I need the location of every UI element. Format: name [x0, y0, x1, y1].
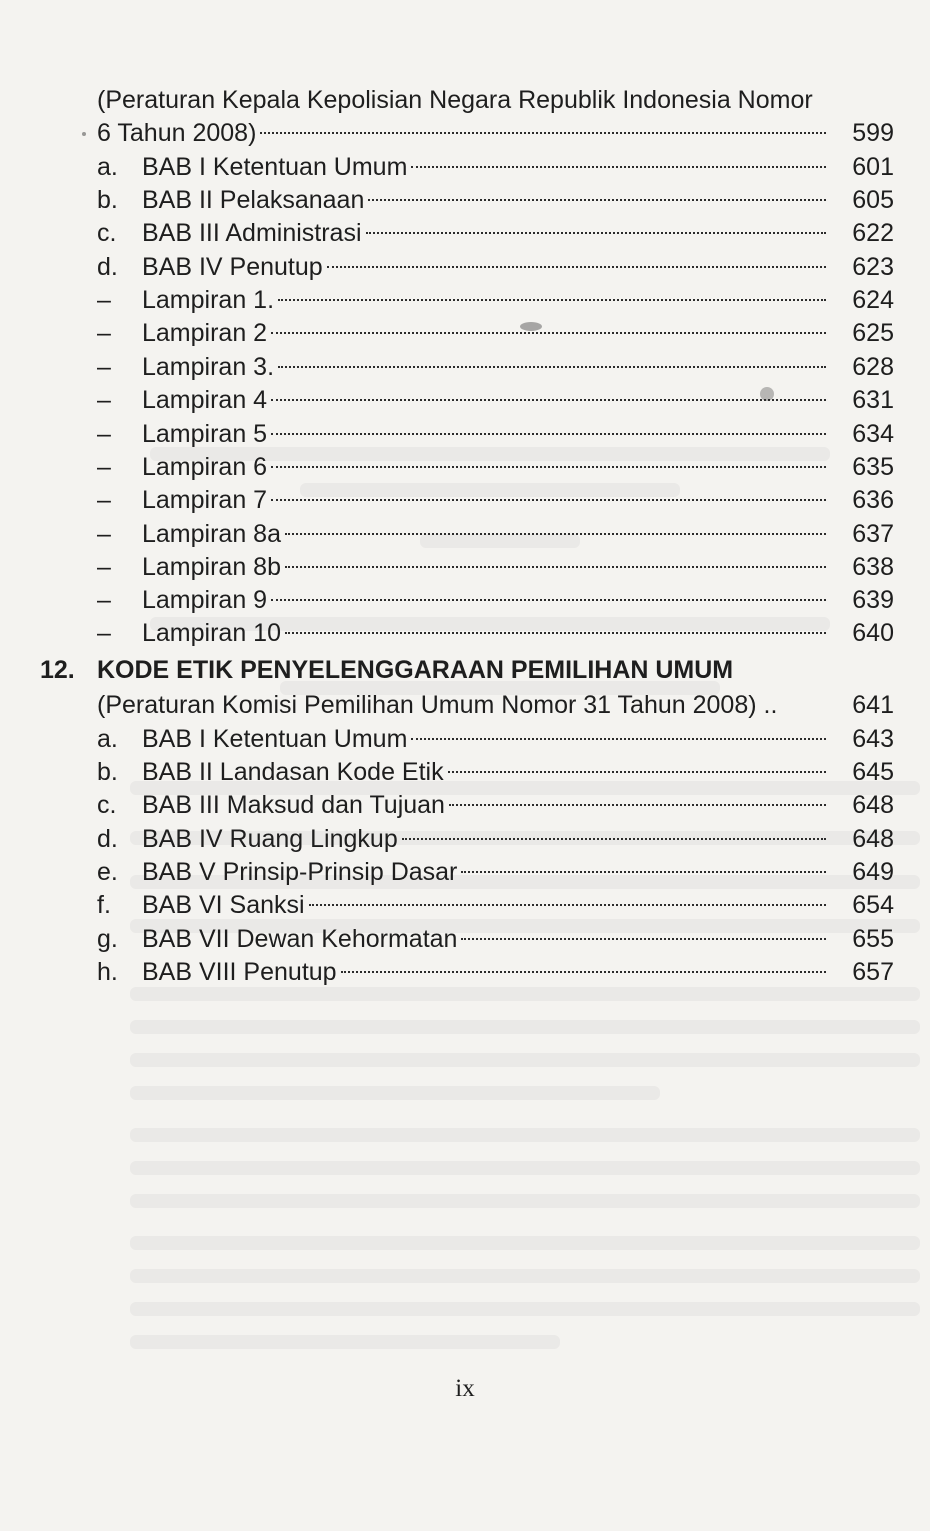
toc-page-number: 645 [852, 758, 894, 786]
toc-entry[interactable] [0, 451, 930, 484]
toc-entry-label: BAB II Pelaksanaan [142, 186, 365, 214]
toc-page-number: 624 [852, 286, 894, 314]
toc-section-heading[interactable] [0, 654, 930, 688]
toc-section-subtitle-label: (Peraturan Komisi Pemilihan Umum Nomor 31 Tahun 2008) .. [97, 691, 778, 719]
toc-entry[interactable] [0, 923, 930, 956]
toc-page-number: 638 [852, 553, 894, 581]
toc-entry[interactable] [0, 317, 930, 350]
toc-entry-label: Lampiran 6 [142, 453, 268, 481]
toc-entry[interactable] [0, 617, 930, 650]
toc-page-number: 640 [852, 619, 894, 647]
toc-entry[interactable] [0, 856, 930, 889]
dot-leader [271, 398, 826, 401]
toc-entry-marker: – [97, 386, 111, 414]
toc-entry[interactable] [0, 351, 930, 384]
toc-entry-marker: c. [97, 791, 117, 819]
toc-entry-marker: – [97, 286, 111, 314]
dot-leader [448, 770, 826, 773]
toc-entry-label: BAB III Administrasi [142, 219, 362, 247]
toc-entry-marker: – [97, 353, 111, 381]
toc-entry-marker: – [97, 553, 111, 581]
dot-leader [461, 870, 826, 873]
dot-leader [366, 231, 826, 234]
dot-leader [309, 903, 826, 906]
toc-page-number: 599 [852, 119, 894, 147]
toc-intro-line2-label: 6 Tahun 2008) [97, 119, 257, 147]
toc-page-number: 635 [852, 453, 894, 481]
toc-page-number: 639 [852, 586, 894, 614]
toc-entry-label: Lampiran 8a [142, 520, 281, 548]
toc-entry[interactable] [0, 789, 930, 822]
toc-entry-marker: g. [97, 925, 118, 953]
toc-entry-label: BAB III Maksud dan Tujuan [142, 791, 445, 819]
toc-entry-label: BAB IV Ruang Lingkup [142, 825, 398, 853]
toc-page-number: 657 [852, 958, 894, 986]
dot-leader [327, 265, 826, 268]
toc-entry-label: Lampiran 10 [142, 619, 281, 647]
toc-entry-label: Lampiran 4 [142, 386, 268, 414]
toc-intro-line2[interactable] [0, 117, 930, 150]
toc-entry[interactable] [0, 584, 930, 617]
toc-entry[interactable] [0, 723, 930, 756]
dot-leader [271, 331, 826, 334]
toc-page-number: 654 [852, 891, 894, 919]
dot-leader [271, 498, 826, 501]
toc-page-number: 636 [852, 486, 894, 514]
toc-page-number: 631 [852, 386, 894, 414]
toc-entry-marker: – [97, 420, 111, 448]
dot-leader [285, 532, 826, 535]
toc-entry-label: BAB I Ketentuan Umum [142, 725, 408, 753]
dot-leader [449, 803, 826, 806]
toc-entry[interactable] [0, 823, 930, 856]
toc-entry-marker: f. [97, 891, 111, 919]
dot-leader [271, 598, 826, 601]
toc-entry[interactable] [0, 217, 930, 250]
toc-entry-marker: – [97, 319, 111, 347]
toc-entry-label: Lampiran 1. [142, 286, 275, 314]
dot-leader [402, 837, 826, 840]
dot-leader [411, 165, 826, 168]
toc-entry[interactable] [0, 484, 930, 517]
toc-page-number: 601 [852, 153, 894, 181]
toc-entry-marker: h. [97, 958, 118, 986]
toc-page-number: 655 [852, 925, 894, 953]
toc-entry-marker: a. [97, 725, 118, 753]
toc-page-number: 648 [852, 791, 894, 819]
toc-entry[interactable] [0, 284, 930, 317]
dot-leader [461, 937, 826, 940]
toc-page-number: 622 [852, 219, 894, 247]
toc-page-number: 637 [852, 520, 894, 548]
toc-entry-marker: – [97, 486, 111, 514]
toc-page-number: 605 [852, 186, 894, 214]
toc-entry[interactable] [0, 956, 930, 989]
toc-entry-marker: b. [97, 758, 118, 786]
toc-entry-marker: – [97, 586, 111, 614]
toc-entry[interactable] [0, 151, 930, 184]
toc-section-subtitle[interactable] [0, 689, 930, 722]
toc-entry-marker: – [97, 520, 111, 548]
toc-entry-label: Lampiran 8b [142, 553, 281, 581]
dot-leader [285, 565, 826, 568]
dot-leader [278, 365, 826, 368]
dot-leader [368, 198, 826, 201]
toc-entry-marker: – [97, 453, 111, 481]
toc-entry-label: Lampiran 3. [142, 353, 275, 381]
dot-leader [271, 432, 826, 435]
toc-page-number: 643 [852, 725, 894, 753]
toc-entry-label: BAB VI Sanksi [142, 891, 305, 919]
toc-entry-marker: b. [97, 186, 118, 214]
toc-entry-label: BAB II Landasan Kode Etik [142, 758, 444, 786]
toc-page-number: 649 [852, 858, 894, 886]
dot-leader [260, 131, 826, 134]
dot-leader [278, 298, 826, 301]
toc-entry-label: Lampiran 7 [142, 486, 268, 514]
section-title: KODE ETIK PENYELENGGARAAN PEMILIHAN UMUM [97, 656, 734, 684]
toc-entry-label: BAB VIII Penutup [142, 958, 337, 986]
toc-entry-marker: – [97, 619, 111, 647]
toc-page-number: 628 [852, 353, 894, 381]
toc-entry-label: BAB VII Dewan Kehormatan [142, 925, 458, 953]
toc-entry[interactable] [0, 418, 930, 451]
toc-entry[interactable] [0, 889, 930, 922]
dot-leader [271, 465, 826, 468]
dot-leader [285, 631, 826, 634]
toc-page-number: 623 [852, 253, 894, 281]
toc-intro-line1: (Peraturan Kepala Kepolisian Negara Republik Indonesia Nomor [97, 86, 813, 114]
toc-entry[interactable] [0, 756, 930, 789]
toc-entry-label: Lampiran 2 [142, 319, 268, 347]
toc-entry-marker: a. [97, 153, 118, 181]
toc-entry-label: BAB V Prinsip-Prinsip Dasar [142, 858, 458, 886]
toc-entry-marker: d. [97, 825, 118, 853]
dot-leader [341, 970, 826, 973]
dot-leader [411, 737, 826, 740]
toc-entry[interactable] [0, 551, 930, 584]
page-number-footer: ix [455, 1375, 475, 1402]
toc-entry-label: Lampiran 9 [142, 586, 268, 614]
toc-page-number: 634 [852, 420, 894, 448]
toc-entry-label: BAB I Ketentuan Umum [142, 153, 408, 181]
toc-page-number: 648 [852, 825, 894, 853]
toc-page-number: 625 [852, 319, 894, 347]
toc-entry-marker: e. [97, 858, 118, 886]
toc-entry[interactable] [0, 384, 930, 417]
toc-entry[interactable] [0, 184, 930, 217]
toc-entry-label: Lampiran 5 [142, 420, 268, 448]
toc-page-number: 641 [852, 691, 894, 719]
toc-entry[interactable] [0, 251, 930, 284]
toc-entry-marker: d. [97, 253, 118, 281]
toc-entry-marker: c. [97, 219, 117, 247]
section-number: 12. [40, 656, 75, 684]
toc-entry[interactable] [0, 518, 930, 551]
toc-entry-label: BAB IV Penutup [142, 253, 323, 281]
